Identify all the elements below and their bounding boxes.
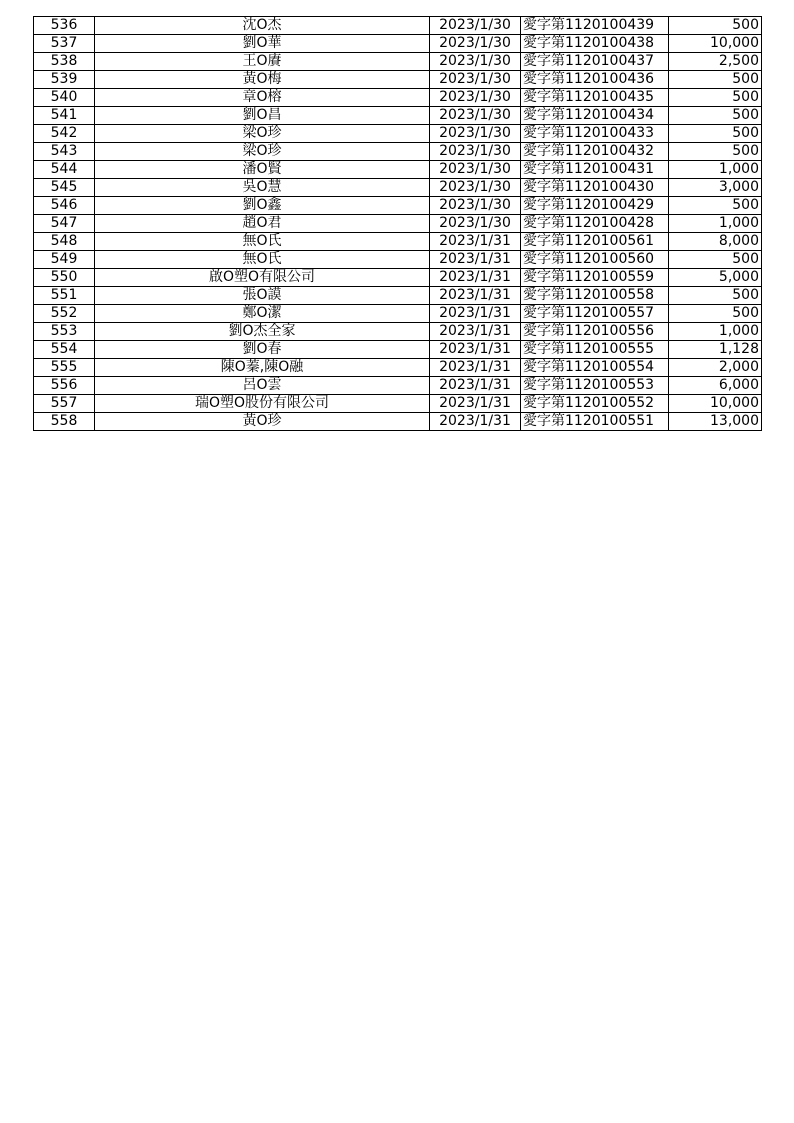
donation-date: 2023/1/30: [430, 17, 521, 35]
row-number: 547: [34, 215, 95, 233]
donation-date: 2023/1/31: [430, 359, 521, 377]
donation-amount: 500: [669, 305, 762, 323]
receipt-number: 愛字第1120100433: [521, 125, 669, 143]
receipt-number: 愛字第1120100431: [521, 161, 669, 179]
receipt-number: 愛字第1120100552: [521, 395, 669, 413]
donation-date: 2023/1/31: [430, 287, 521, 305]
donation-amount: 10,000: [669, 35, 762, 53]
donation-date: 2023/1/30: [430, 143, 521, 161]
table-row: [34, 215, 762, 233]
row-number: 553: [34, 323, 95, 341]
donor-name: 吳O慧: [95, 179, 430, 197]
donation-amount: 500: [669, 197, 762, 215]
donation-date: 2023/1/30: [430, 125, 521, 143]
table-row: [34, 179, 762, 197]
table-row: [34, 35, 762, 53]
donation-amount: 3,000: [669, 179, 762, 197]
donation-date: 2023/1/30: [430, 197, 521, 215]
receipt-number: 愛字第1120100553: [521, 377, 669, 395]
donation-date: 2023/1/31: [430, 413, 521, 431]
table-row: [34, 251, 762, 269]
receipt-number: 愛字第1120100428: [521, 215, 669, 233]
table-row: [34, 197, 762, 215]
row-number: 556: [34, 377, 95, 395]
donation-date: 2023/1/31: [430, 395, 521, 413]
row-number: 541: [34, 107, 95, 125]
receipt-number: 愛字第1120100551: [521, 413, 669, 431]
donation-date: 2023/1/30: [430, 35, 521, 53]
table-row: [34, 305, 762, 323]
donation-amount: 500: [669, 287, 762, 305]
receipt-number: 愛字第1120100558: [521, 287, 669, 305]
donation-amount: 500: [669, 143, 762, 161]
table-row: [34, 359, 762, 377]
donation-amount: 2,500: [669, 53, 762, 71]
row-number: 539: [34, 71, 95, 89]
donor-name: 呂O雲: [95, 377, 430, 395]
donation-amount: 1,000: [669, 215, 762, 233]
receipt-number: 愛字第1120100432: [521, 143, 669, 161]
row-number: 550: [34, 269, 95, 287]
table-row: [34, 161, 762, 179]
row-number: 552: [34, 305, 95, 323]
donor-name: 劉O杰全家: [95, 323, 430, 341]
table-row: [34, 323, 762, 341]
donation-amount: 2,000: [669, 359, 762, 377]
donor-name: 劉O昌: [95, 107, 430, 125]
table-row: [34, 233, 762, 251]
donation-date: 2023/1/31: [430, 377, 521, 395]
table-row: [34, 17, 762, 35]
row-number: 544: [34, 161, 95, 179]
receipt-number: 愛字第1120100555: [521, 341, 669, 359]
donation-amount: 1,000: [669, 323, 762, 341]
donation-amount: 8,000: [669, 233, 762, 251]
row-number: 537: [34, 35, 95, 53]
donation-date: 2023/1/31: [430, 233, 521, 251]
table-row: [34, 143, 762, 161]
table-row: [34, 89, 762, 107]
table-row: [34, 269, 762, 287]
donation-amount: 500: [669, 107, 762, 125]
donor-name: 趙O君: [95, 215, 430, 233]
row-number: 546: [34, 197, 95, 215]
donation-date: 2023/1/31: [430, 251, 521, 269]
receipt-number: 愛字第1120100434: [521, 107, 669, 125]
donor-name: 王O賡: [95, 53, 430, 71]
receipt-number: 愛字第1120100436: [521, 71, 669, 89]
table-row: [34, 395, 762, 413]
donation-date: 2023/1/30: [430, 89, 521, 107]
donation-amount: 1,128: [669, 341, 762, 359]
receipt-number: 愛字第1120100437: [521, 53, 669, 71]
row-number: 538: [34, 53, 95, 71]
donor-name: 陳O蓁,陳O融: [95, 359, 430, 377]
row-number: 554: [34, 341, 95, 359]
table-row: [34, 71, 762, 89]
receipt-number: 愛字第1120100430: [521, 179, 669, 197]
donation-table: [33, 16, 762, 431]
donation-date: 2023/1/31: [430, 341, 521, 359]
donor-name: 沈O杰: [95, 17, 430, 35]
donation-amount: 500: [669, 17, 762, 35]
donor-name: 黃O珍: [95, 413, 430, 431]
donor-name: 無O氏: [95, 233, 430, 251]
row-number: 543: [34, 143, 95, 161]
row-number: 549: [34, 251, 95, 269]
donation-date: 2023/1/30: [430, 107, 521, 125]
donation-amount: 6,000: [669, 377, 762, 395]
donor-name: 潘O賢: [95, 161, 430, 179]
receipt-number: 愛字第1120100439: [521, 17, 669, 35]
donation-amount: 5,000: [669, 269, 762, 287]
donor-name: 無O氏: [95, 251, 430, 269]
receipt-number: 愛字第1120100561: [521, 233, 669, 251]
donation-date: 2023/1/30: [430, 179, 521, 197]
donor-name: 啟O塑O有限公司: [95, 269, 430, 287]
row-number: 536: [34, 17, 95, 35]
receipt-number: 愛字第1120100556: [521, 323, 669, 341]
donor-name: 瑞O塑O股份有限公司: [95, 395, 430, 413]
table-row: [34, 107, 762, 125]
donor-name: 章O榕: [95, 89, 430, 107]
row-number: 540: [34, 89, 95, 107]
receipt-number: 愛字第1120100435: [521, 89, 669, 107]
donor-name: 張O謨: [95, 287, 430, 305]
donation-date: 2023/1/30: [430, 71, 521, 89]
donation-date: 2023/1/31: [430, 269, 521, 287]
receipt-number: 愛字第1120100429: [521, 197, 669, 215]
donation-amount: 500: [669, 251, 762, 269]
donor-name: 劉O華: [95, 35, 430, 53]
donation-date: 2023/1/31: [430, 305, 521, 323]
donor-name: 梁O珍: [95, 125, 430, 143]
table-row: [34, 377, 762, 395]
table-row: [34, 53, 762, 71]
donation-amount: 1,000: [669, 161, 762, 179]
table-row: [34, 125, 762, 143]
table-row: [34, 413, 762, 431]
receipt-number: 愛字第1120100554: [521, 359, 669, 377]
row-number: 551: [34, 287, 95, 305]
donation-date: 2023/1/30: [430, 215, 521, 233]
row-number: 558: [34, 413, 95, 431]
row-number: 542: [34, 125, 95, 143]
donation-amount: 500: [669, 71, 762, 89]
receipt-number: 愛字第1120100557: [521, 305, 669, 323]
donor-name: 梁O珍: [95, 143, 430, 161]
row-number: 557: [34, 395, 95, 413]
donation-amount: 10,000: [669, 395, 762, 413]
donor-name: 鄭O潔: [95, 305, 430, 323]
donation-amount: 500: [669, 89, 762, 107]
donor-name: 劉O春: [95, 341, 430, 359]
donor-name: 黃O梅: [95, 71, 430, 89]
receipt-number: 愛字第1120100560: [521, 251, 669, 269]
donation-amount: 500: [669, 125, 762, 143]
receipt-number: 愛字第1120100438: [521, 35, 669, 53]
donation-date: 2023/1/30: [430, 53, 521, 71]
table-row: [34, 287, 762, 305]
donation-date: 2023/1/30: [430, 161, 521, 179]
donation-table-body: [34, 17, 762, 431]
donation-amount: 13,000: [669, 413, 762, 431]
row-number: 545: [34, 179, 95, 197]
donation-date: 2023/1/31: [430, 323, 521, 341]
receipt-number: 愛字第1120100559: [521, 269, 669, 287]
row-number: 548: [34, 233, 95, 251]
row-number: 555: [34, 359, 95, 377]
table-row: [34, 341, 762, 359]
donor-name: 劉O鑫: [95, 197, 430, 215]
